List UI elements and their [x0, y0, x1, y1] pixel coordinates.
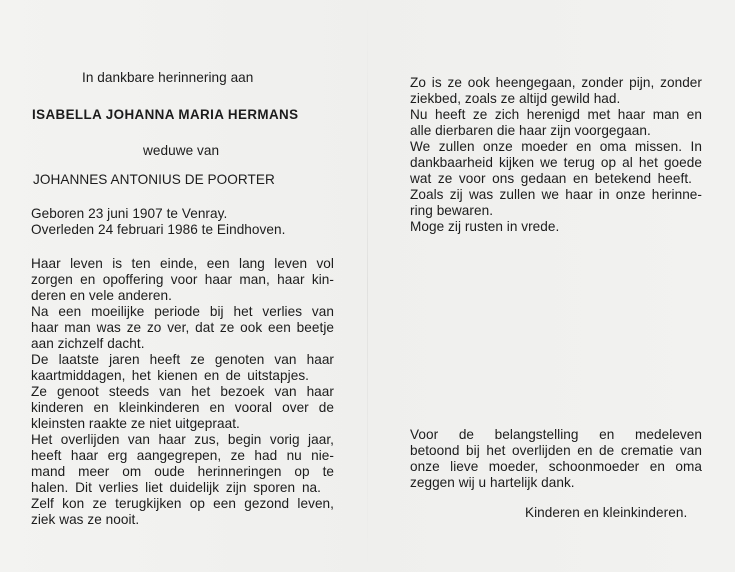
- deceased-name: ISABELLA JOHANNA MARIA HERMANS: [32, 107, 299, 122]
- text-line: zorgen en opoffering voor haar man, haar kin-: [31, 272, 334, 287]
- thanks-line: Voor de belangstelling en medeleven: [410, 427, 702, 442]
- text-line: We zullen onze moeder en oma missen. In: [410, 139, 702, 154]
- text-line: Zelf kon ze terugkijken op een gezond leven,: [31, 496, 334, 511]
- text-line: Nu heeft ze zich herenigd met haar man en: [410, 107, 702, 122]
- text-line: deren en vele anderen.: [31, 288, 172, 303]
- text-line: alle dierbaren die haar zijn voorgegaan.: [410, 123, 651, 138]
- text-line: Het overlijden van haar zus, begin vorig jaar,: [31, 432, 334, 447]
- birth-line: Geboren 23 juni 1907 te Venray.: [31, 206, 228, 221]
- text-line: halen. Dit verlies liet duidelijk zijn sporen na.: [31, 480, 321, 495]
- text-line: kleinsten raakte ze niet uitgepraat.: [31, 416, 240, 431]
- text-line: kaartmiddagen, het kienen en de uitstapjes.: [31, 368, 309, 383]
- thanks-line: onze lieve moeder, schoonmoeder en oma: [410, 459, 702, 474]
- text-line: mand meer om oude herinneringen op te: [31, 464, 334, 479]
- text-line: Na een moeilijke periode bij het verlies van: [31, 304, 334, 319]
- text-line: haar man was ze zo ver, dat ze ook een beetje: [31, 320, 334, 335]
- husband-name: JOHANNES ANTONIUS DE POORTER: [33, 172, 275, 187]
- widow-of-line: weduwe van: [143, 143, 220, 158]
- text-line: Ze genoot steeds van het bezoek van haar: [31, 384, 334, 399]
- text-line: Haar leven is ten einde, een lang leven vol: [31, 256, 334, 271]
- text-line: aan zichzelf dacht.: [31, 336, 145, 351]
- thanks-line: zeggen wij u hartelijk dank.: [410, 475, 575, 490]
- text-line: heeft haar erg aangegrepen, ze had nu nie-: [31, 448, 334, 463]
- text-line: De laatste jaren heeft ze genoten van haar: [31, 352, 334, 367]
- text-line: Zo is ze ook heengegaan, zonder pijn, zonder: [410, 75, 702, 90]
- text-line: ring bewaren.: [410, 203, 494, 218]
- text-line: ziek was ze nooit.: [31, 512, 140, 527]
- text-line: kinderen en kleinkinderen en vooral over de: [31, 400, 334, 415]
- text-line: ziekbed, zoals ze altijd gewild had.: [410, 91, 621, 106]
- death-line: Overleden 24 februari 1986 te Eindhoven.: [31, 222, 286, 237]
- signature-line: Kinderen en kleinkinderen.: [525, 505, 688, 520]
- thanks-line: betoond bij het overlijden en de crematie van: [410, 443, 702, 458]
- fold-line: [367, 0, 368, 572]
- text-line: dankbaarheid kijken we terug op al het goede: [410, 155, 702, 170]
- text-line: wat ze voor ons gedaan en betekend heeft.: [410, 171, 692, 186]
- intro-line: In dankbare herinnering aan: [82, 70, 254, 85]
- text-line: Moge zij rusten in vrede.: [410, 219, 560, 234]
- text-line: Zoals zij was zullen we haar in onze herinne-: [410, 187, 702, 202]
